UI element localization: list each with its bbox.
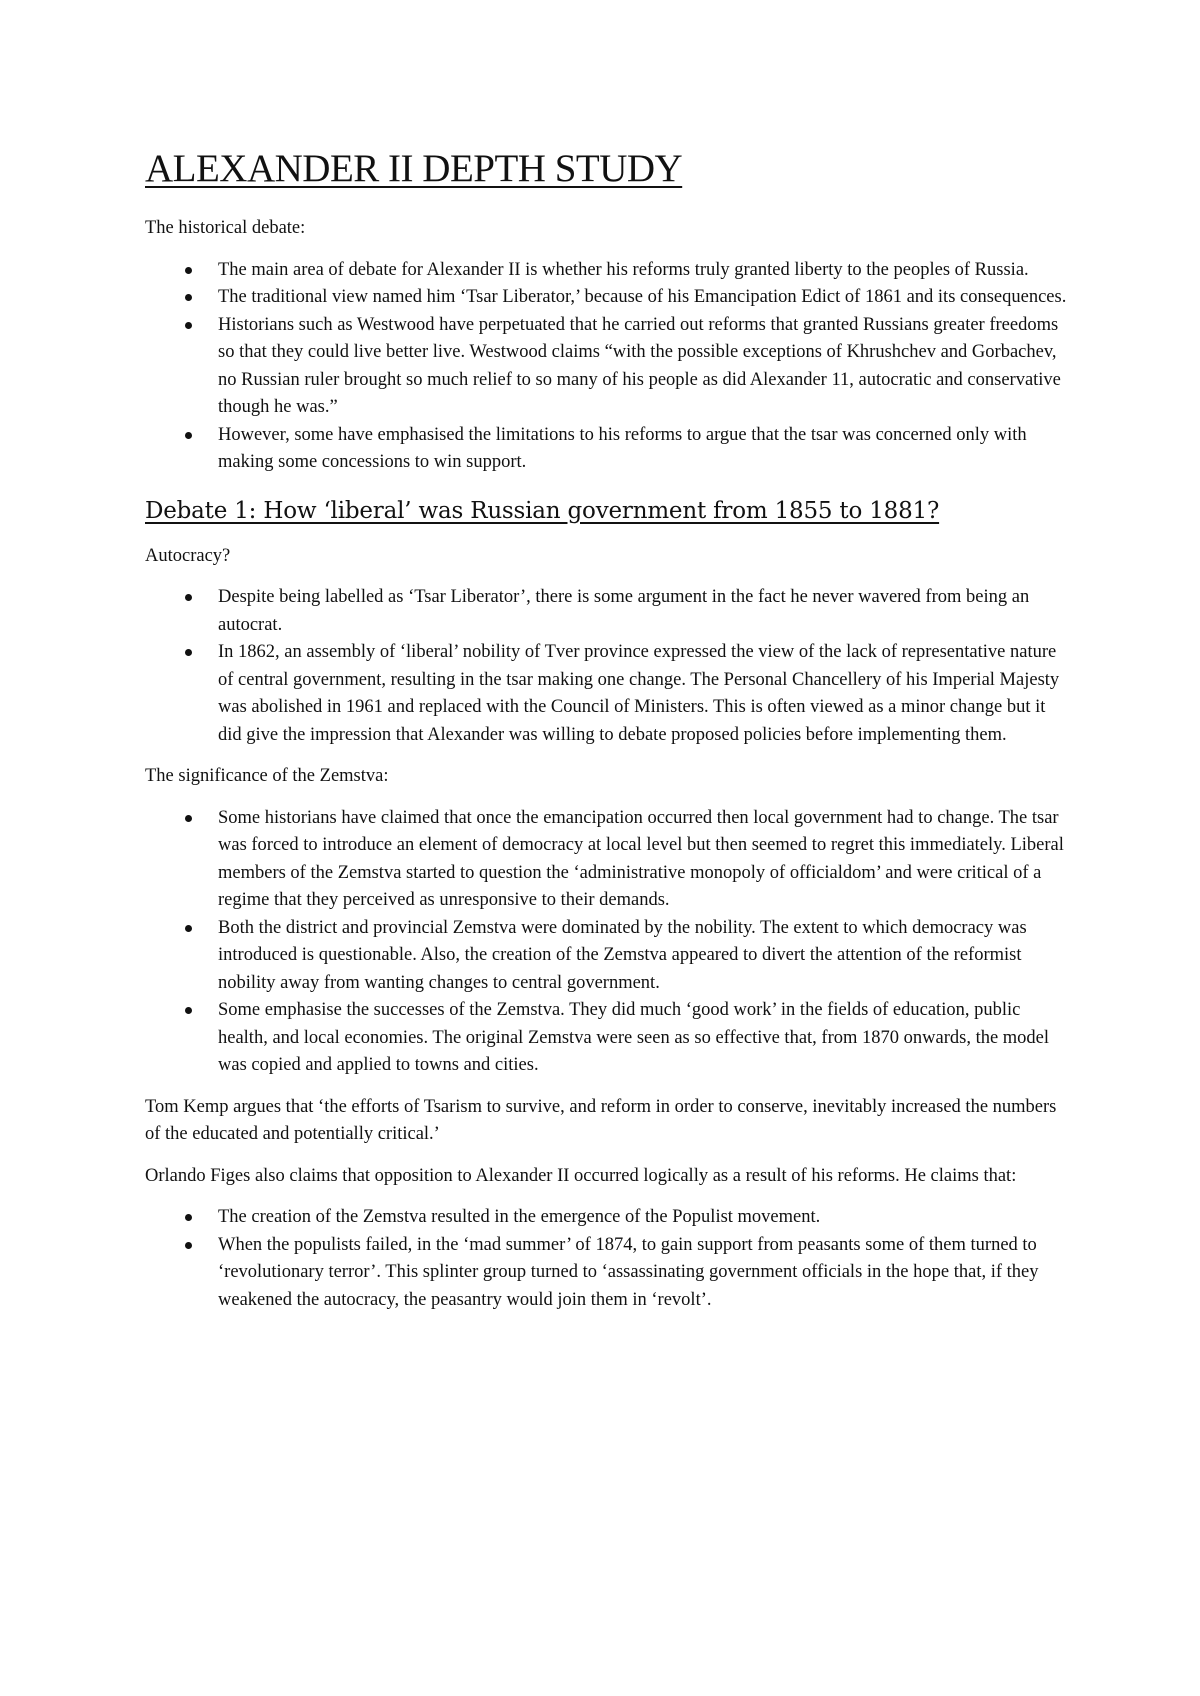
list-item (145, 584, 1070, 639)
autocracy-bullet-list (145, 584, 1070, 749)
list-item-text: Some emphasise the successes of the Zemstva. They did much ‘good work’ in the fields of education, public health, and local economies. The original Zemstva were seen as so effective that, from 1870 onwards, the model was copied and applied to towns and cities. (218, 1000, 1050, 1075)
bullet-icon (185, 432, 192, 439)
list-item-text: When the populists failed, in the ‘mad summer’ of 1874, to gain support from peasants some of them turned to ‘revolutionary terror’. This splinter group turned to ‘assassinating government officials in the hope that, if they weakened the autocracy, the peasantry would join them in ‘revolt’. (218, 1234, 1039, 1310)
list-item-text: Despite being labelled as ‘Tsar Liberator’, there is some argument in the fact he never wavered from being an autocrat. (218, 587, 1030, 635)
list-item-text: The traditional view named him ‘Tsar Liberator,’ because of his Emancipation Edict of 1861 and its consequences. (218, 287, 1067, 307)
kemp-paragraph: Tom Kemp argues that ‘the efforts of Tsarism to survive, and reform in order to conserve, inevitably increased the numbers of the educated and potentially critical.’ (145, 1096, 1057, 1144)
bullet-icon (185, 649, 192, 656)
list-item (145, 805, 1070, 915)
debate-1-heading: Debate 1: How ‘liberal’ was Russian government from 1855 to 1881? (145, 497, 940, 524)
list-item-text: Some historians have claimed that once the emancipation occurred then local government had to change. The tsar was forced to introduce an element of democracy at local level but then seemed to regret this immediately. Liberal members of the Zemstva started to question the ‘administrative monopoly of officialdom’ and were critical of a regime that they perceived as unresponsive to their demands. (218, 807, 1064, 910)
intro-label: The historical debate: (145, 218, 306, 238)
bullet-icon (185, 594, 192, 601)
bullet-icon (185, 1242, 192, 1249)
list-item (145, 639, 1070, 749)
bullet-icon (185, 925, 192, 932)
bullet-icon (185, 294, 192, 301)
list-item-text: Both the district and provincial Zemstva were dominated by the nobility. The extent to which democracy was introduced is questionable. Also, the creation of the Zemstva appeared to divert the attention of the reformist nobility away from wanting changes to central government. (218, 917, 1027, 993)
document-title: ALEXANDER II DEPTH STUDY (145, 147, 683, 190)
list-item (145, 422, 1070, 477)
bullet-icon (185, 1214, 192, 1221)
bullet-icon (185, 815, 192, 822)
list-item-text: Historians such as Westwood have perpetuated that he carried out reforms that granted Russians greater freedoms so that they could live better live. Westwood claims “with the possible exceptions of Khrushchev and Gorbachev, no Russian ruler brought so much relief to so many of his people as did Alexander 11, autocratic and conservative though he was.” (218, 314, 1061, 417)
list-item-text: However, some have emphasised the limitations to his reforms to argue that the tsar was concerned only with making some concessions to win support. (218, 424, 1027, 472)
list-item (145, 257, 1070, 285)
list-item (145, 1232, 1070, 1315)
figes-bullet-list (145, 1204, 1070, 1314)
list-item (145, 284, 1070, 312)
autocracy-label: Autocracy? (145, 545, 231, 566)
zemstva-bullet-list (145, 805, 1070, 1080)
list-item-text: The creation of the Zemstva resulted in the emergence of the Populist movement. (218, 1207, 821, 1227)
document-page (145, 145, 1070, 1328)
list-item-text: In 1862, an assembly of ‘liberal’ nobility of Tver province expressed the view of the lack of representative nature of central government, resulting in the tsar making one change. The Personal Chancellery of his Imperial Majesty was abolished in 1961 and replaced with the Council of Ministers. This is often viewed as a minor change but it did give the impression that Alexander was willing to debate proposed policies before implementing them. (218, 642, 1060, 745)
list-item (145, 1204, 1070, 1232)
list-item (145, 997, 1070, 1080)
bullet-icon (185, 1007, 192, 1014)
bullet-icon (185, 267, 192, 274)
list-item (145, 312, 1070, 422)
list-item-text: The main area of debate for Alexander II is whether his reforms truly granted liberty to the peoples of Russia. (218, 259, 1029, 280)
zemstva-label: The significance of the Zemstva: (145, 766, 389, 786)
intro-bullet-list (145, 257, 1070, 477)
figes-paragraph: Orlando Figes also claims that opposition to Alexander II occurred logically as a result of his reforms. He claims that: (145, 1165, 1017, 1186)
list-item (145, 915, 1070, 998)
bullet-icon (185, 322, 192, 329)
